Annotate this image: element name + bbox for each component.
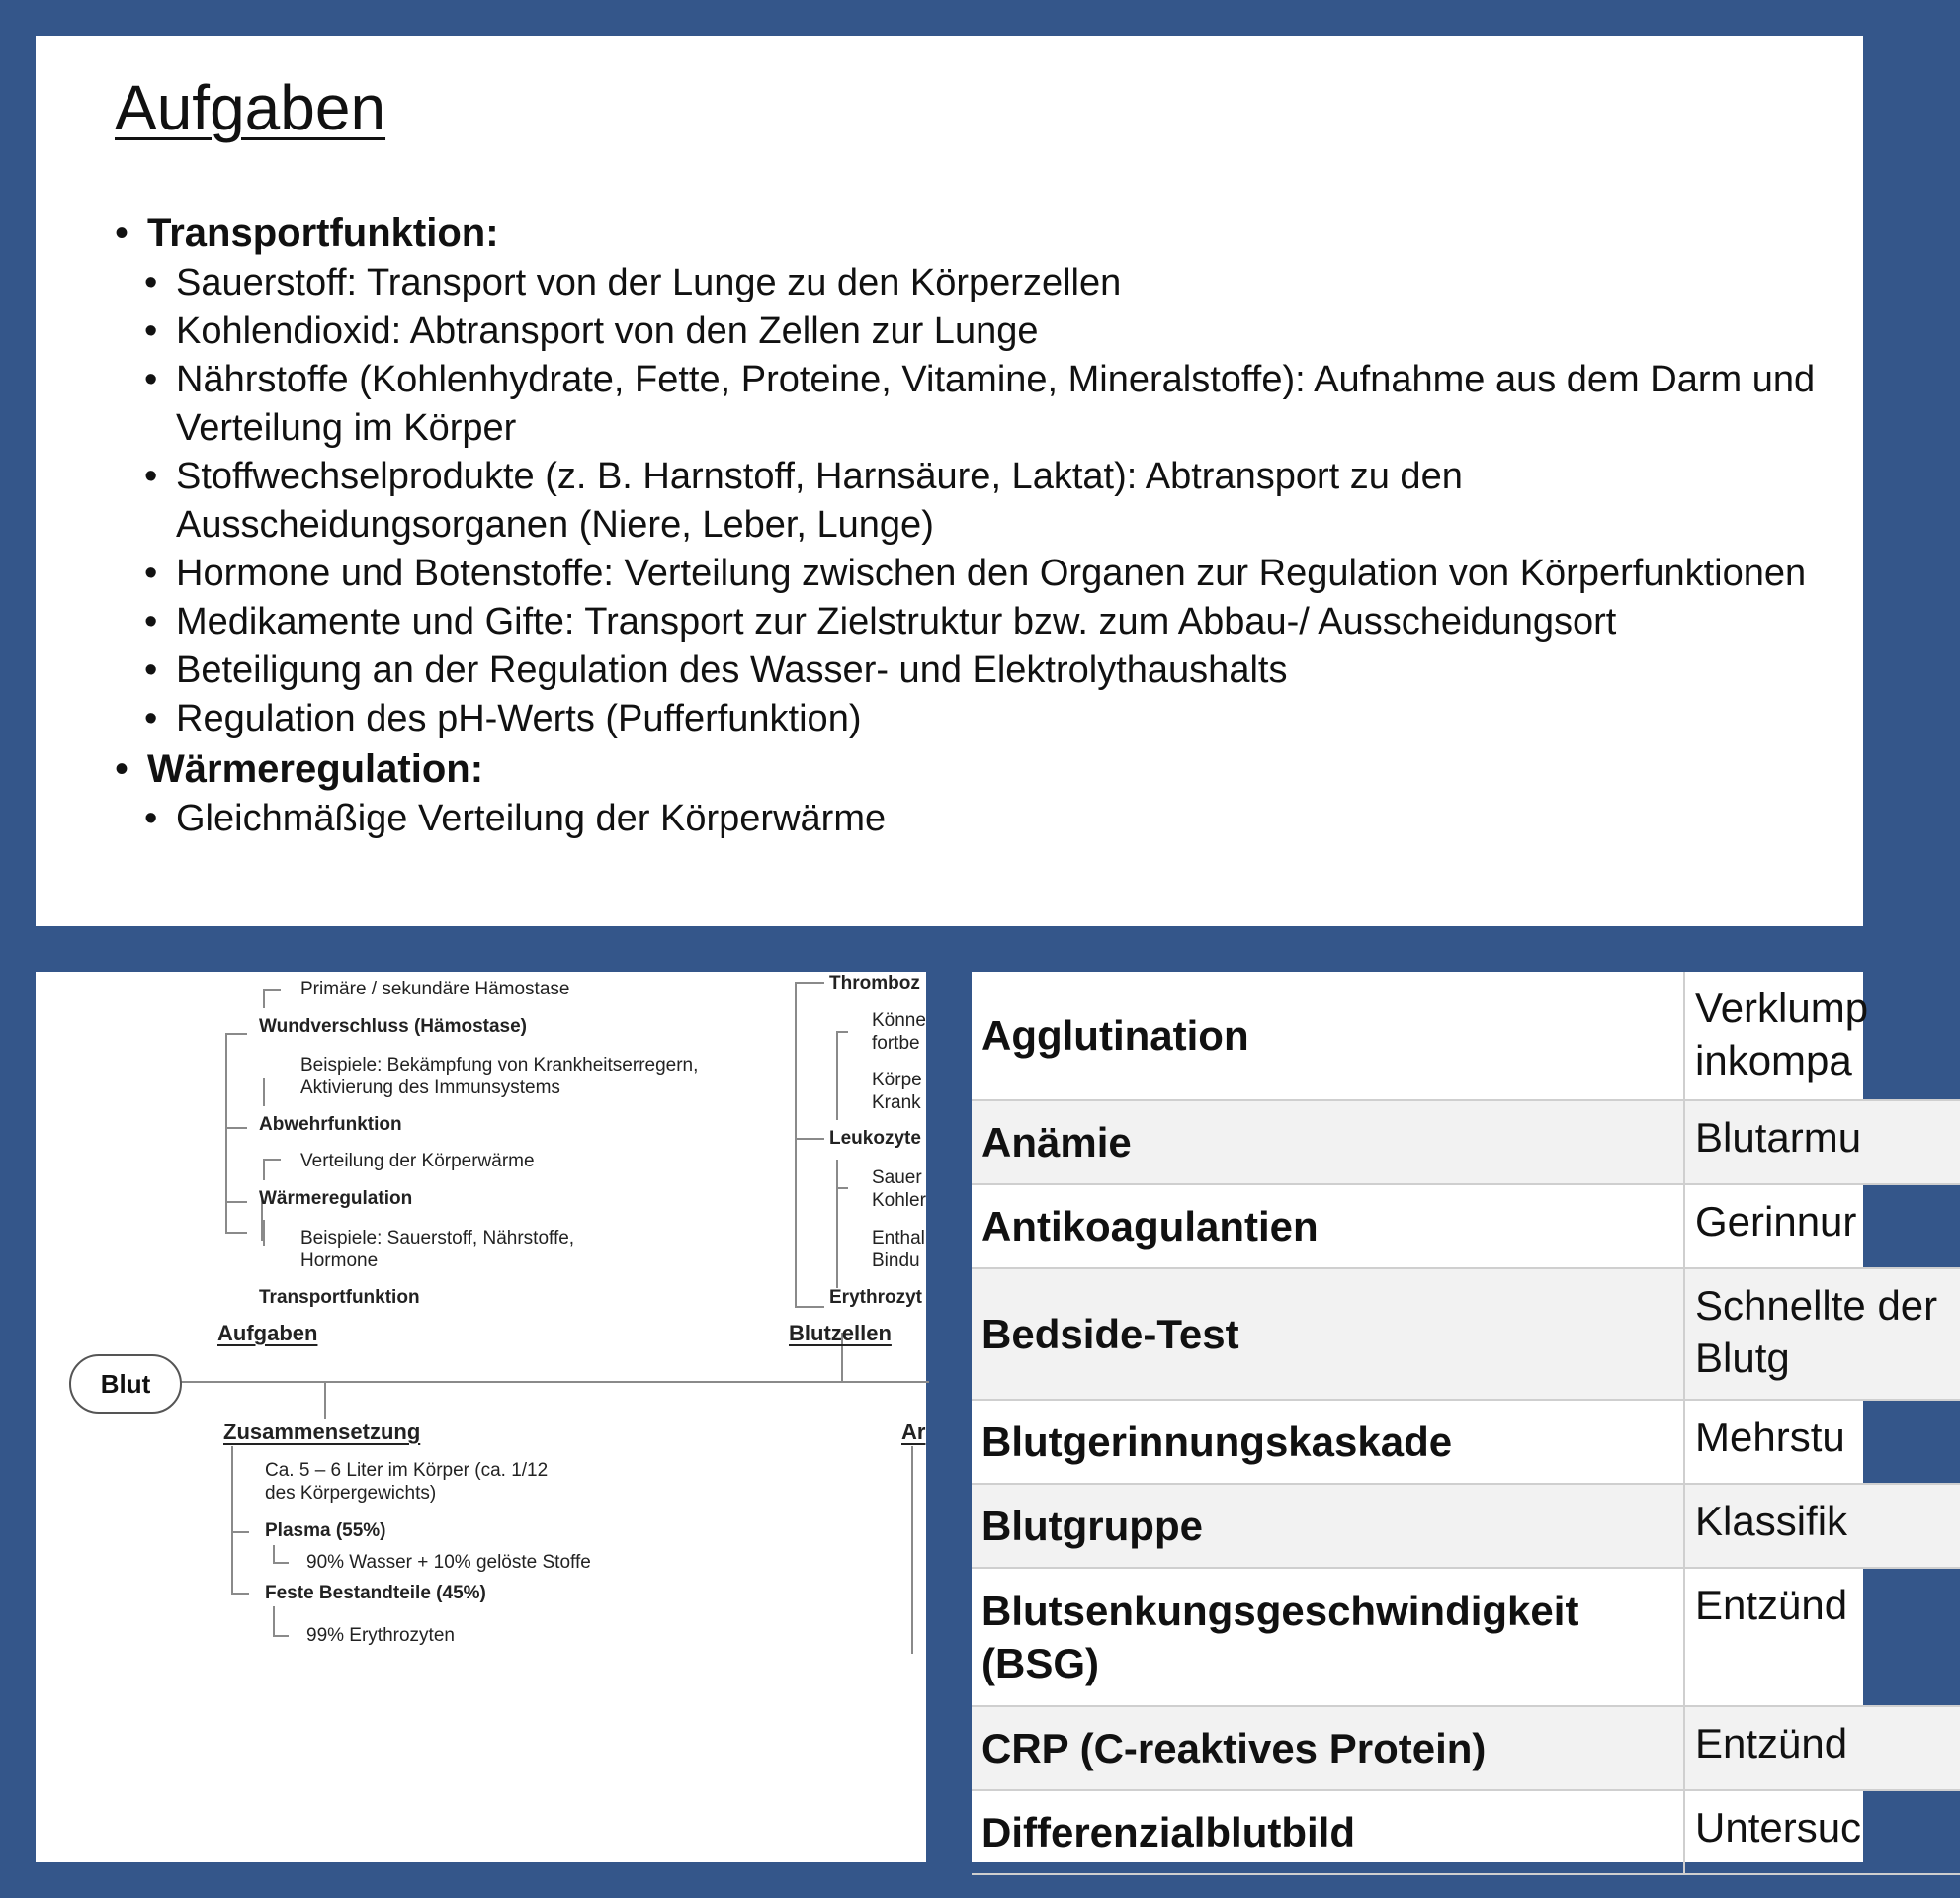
glossary-definition: Klassifik [1684,1484,1960,1568]
glossary-definition: Gerinnur [1684,1184,1960,1268]
tasks-panel [36,36,1863,926]
glossary-definition: Blutarmu [1684,1100,1960,1184]
table-row [972,972,1960,1100]
list-item: • Regulation des pH-Werts (Pufferfunktion) [144,698,862,739]
category-heading: • Wärmeregulation: [115,747,484,791]
connector-line [836,1031,848,1033]
glossary-definition: Entzünd [1684,1568,1960,1706]
connector-line [795,982,797,1308]
connector-line [225,1201,227,1234]
glossary-term: Blutgruppe [972,1484,1684,1568]
mindmap-detail: Hormone [300,1251,379,1271]
list-item: • Hormone und Botenstoffe: Verteilung zwischen den Organen zur Regulation von Körperfunktionen [144,553,1807,594]
connector-line [263,1220,265,1246]
connector-line [178,1381,929,1383]
mindmap-heading: Ar [901,1420,926,1444]
table-row [972,1268,1960,1400]
connector-line [911,1446,913,1654]
mindmap-detail: 90% Wasser + 10% gelöste Stoffe [306,1552,591,1573]
connector-line [263,989,281,991]
list-item: • Nährstoffe (Kohlenhydrate, Fette, Proteine, Vitamine, Mineralstoffe): Aufnahme aus dem Darm und Verteilung im Körper [144,359,1816,449]
mindmap-detail: Beispiele: Sauerstoff, Nährstoffe, [300,1228,575,1249]
table-row [972,1484,1960,1568]
glossary-definition: Mehrstu [1684,1400,1960,1484]
mindmap-heading: Aufgaben [217,1321,318,1345]
list-item: • Beteiligung an der Regulation des Wasser- und Elektrolythaushalts [144,649,1288,691]
mindmap-detail: fortbe [872,1033,920,1054]
table-row [972,1184,1960,1268]
connector-line [263,1078,265,1106]
category-heading: • Transportfunktion: [115,212,499,255]
glossary-panel [972,972,1938,1862]
mindmap-panel [36,972,926,1862]
mindmap-branch: Leukozyte [829,1128,921,1149]
connector-line [263,989,265,1008]
connector-line [225,1033,247,1035]
glossary-term: Blutsenkungsgeschwindigkeit (BSG) [972,1568,1684,1706]
glossary-definition: Entzünd [1684,1706,1960,1790]
glossary-term: Agglutination [972,972,1684,1100]
list-item: • Stoffwechselprodukte (z. B. Harnstoff, Harnsäure, Laktat): Abtransport zu den Ausscheidungsorganen (Niere, Leber, Lunge) [144,456,1463,546]
list-item: • Gleichmäßige Verteilung der Körperwärme [144,798,887,839]
mindmap-detail: Kohler [872,1190,926,1211]
mindmap-detail: Könne [872,1010,926,1031]
table-row [972,1568,1960,1706]
connector-line [273,1545,275,1563]
mindmap-branch: Plasma (55%) [265,1520,386,1541]
mindmap-branch: Abwehrfunktion [259,1114,402,1135]
list-item: • Kohlendioxid: Abtransport von den Zellen zur Lunge [144,310,1039,352]
connector-line [225,1127,247,1129]
connector-line [231,1531,249,1533]
connector-line [225,1201,247,1203]
table-row [972,1706,1960,1790]
mindmap-branch: Wärmeregulation [259,1188,413,1209]
mindmap-branch: Transportfunktion [259,1287,420,1308]
mindmap-branch: Feste Bestandteile (45%) [265,1583,486,1603]
glossary-term: Anämie [972,1100,1684,1184]
connector-line [795,982,824,984]
connector-line [795,1306,824,1308]
connector-line [263,1159,281,1161]
list-item: • Medikamente und Gifte: Transport zur Zielstruktur bzw. zum Abbau-/ Ausscheidungsort [144,601,1617,643]
connector-line [273,1635,289,1637]
mindmap-detail: Körpe [872,1070,922,1090]
glossary-term: Blutgerinnungskaskade [972,1400,1684,1484]
glossary-definition: Schnellte der Blutg [1684,1268,1960,1400]
glossary-term: Differenzialblutbild [972,1790,1684,1874]
glossary-term: CRP (C-reaktives Protein) [972,1706,1684,1790]
connector-line [324,1383,326,1419]
mindmap-heading: Blutzellen [789,1321,892,1345]
mindmap-detail: 99% Erythrozyten [306,1625,455,1646]
connector-line [225,1033,227,1201]
mindmap-branch: Erythrozyt [829,1287,922,1308]
connector-line [836,1031,838,1120]
connector-line [836,1160,838,1288]
glossary-term: Antikoagulantien [972,1184,1684,1268]
mindmap-center-node[interactable]: Blut [69,1354,182,1414]
table-row [972,1100,1960,1184]
glossary-table [972,972,1960,1875]
mindmap-detail: Enthal [872,1228,925,1249]
connector-line [273,1562,289,1564]
mindmap-detail: Krank [872,1092,921,1113]
connector-line [836,1187,848,1189]
connector-line [273,1606,275,1636]
mindmap-detail: Aktivierung des Immunsystems [300,1078,560,1098]
table-row [972,1400,1960,1484]
page-title: Aufgaben [115,72,386,143]
mindmap-branch: Thromboz [829,973,920,993]
connector-line [795,1138,824,1140]
mindmap-detail: Bindu [872,1251,920,1271]
mindmap-branch: Wundverschluss (Hämostase) [259,1016,528,1037]
glossary-definition: Verklump inkompa [1684,972,1960,1100]
list-item: • Sauerstoff: Transport von der Lunge zu den Körperzellen [144,262,1122,303]
mindmap-heading: Zusammensetzung [223,1420,421,1444]
glossary-definition: Untersuc [1684,1790,1960,1874]
connector-line [225,1232,247,1234]
mindmap-detail: Ca. 5 – 6 Liter im Körper (ca. 1/12 [265,1460,549,1481]
connector-line [231,1446,233,1595]
mindmap-detail: Beispiele: Bekämpfung von Krankheitserregern, [300,1055,699,1076]
mindmap-detail: Sauer [872,1167,922,1188]
connector-line [231,1593,249,1595]
mindmap-detail: des Körpergewichts) [265,1483,437,1504]
task-list [115,208,1863,843]
glossary-term: Bedside-Test [972,1268,1684,1400]
table-row [972,1790,1960,1874]
mindmap-detail: Primäre / sekundäre Hämostase [300,979,570,999]
connector-line [263,1159,265,1180]
mindmap-detail: Verteilung der Körperwärme [300,1151,535,1171]
